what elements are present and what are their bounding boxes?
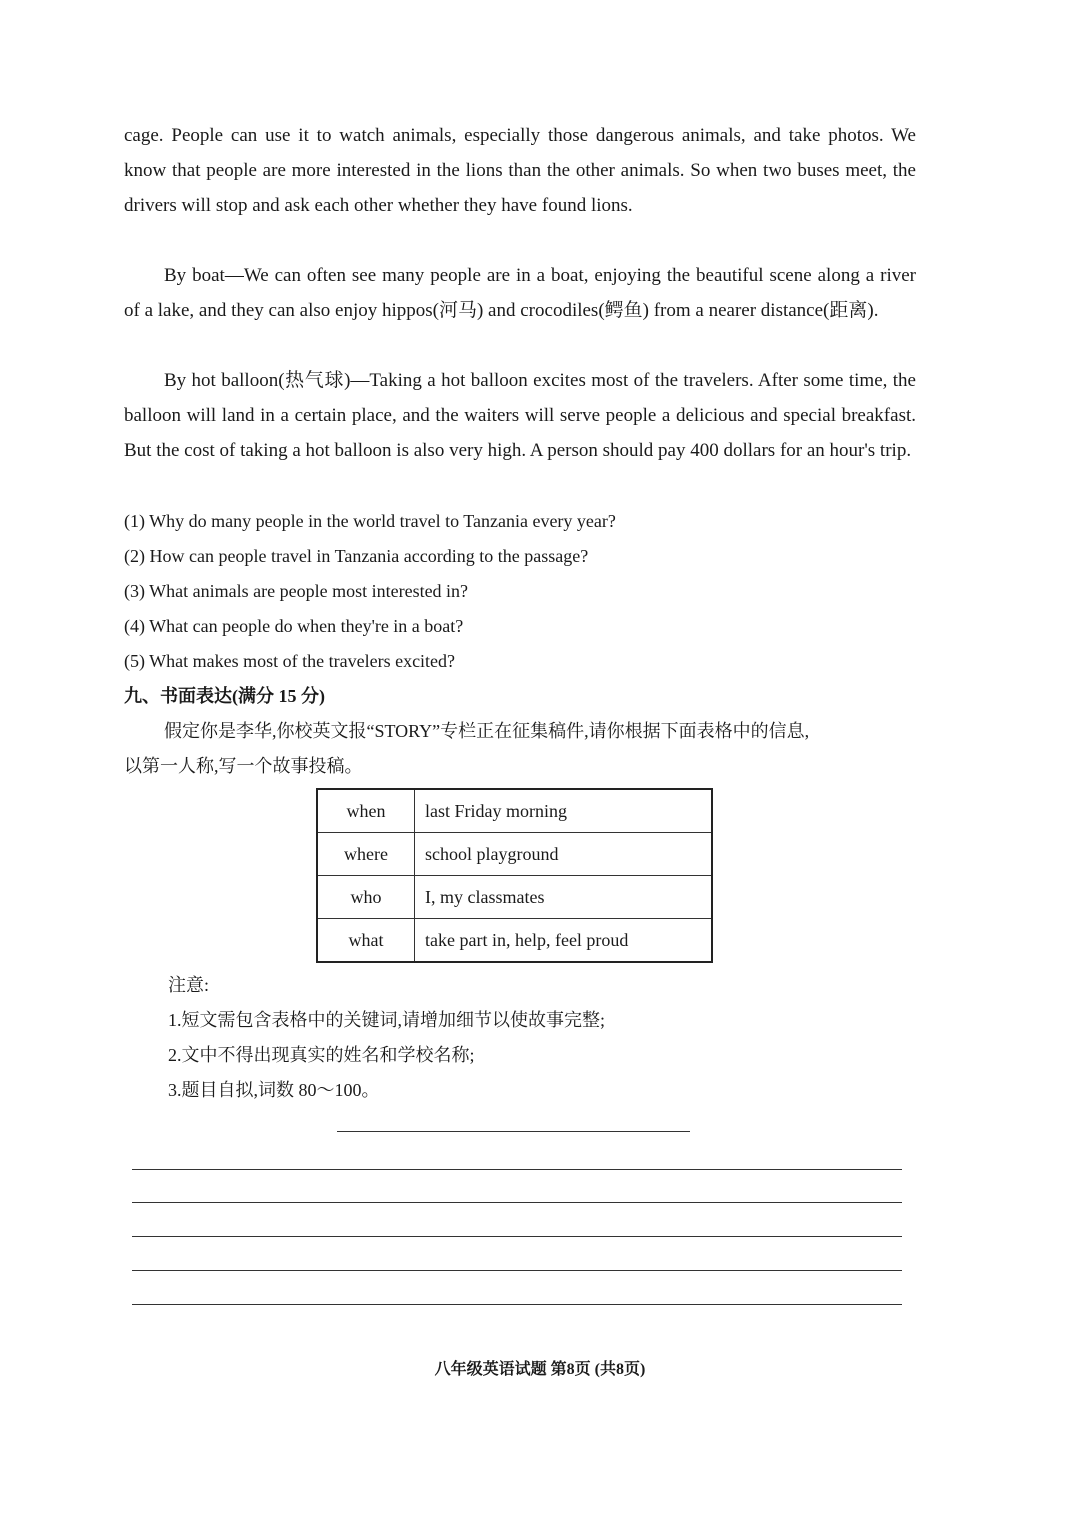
passage-paragraph-2: By boat—We can often see many people are in a boat, enjoying the beautiful scene along a river of a lake, and they can also enjoy hippos(河马) and crocodiles(鳄鱼) from a nearer distance(距离). [124, 265, 916, 321]
note-item-1: 1.短文需包含表格中的关键词,请增加细节以使故事完整; [168, 1010, 605, 1030]
table-value-where: school playground [415, 833, 713, 876]
question-4: (4) What can people do when they're in a boat? [124, 616, 464, 636]
table-key-when: when [317, 789, 415, 833]
answer-line[interactable] [132, 1304, 902, 1305]
table-row [317, 876, 712, 919]
question-2: (2) How can people travel in Tanzania according to the passage? [124, 546, 589, 566]
answer-line[interactable] [132, 1270, 902, 1271]
title-answer-line[interactable] [337, 1131, 690, 1132]
table-key-what: what [317, 919, 415, 963]
answer-line[interactable] [132, 1202, 902, 1203]
question-3: (3) What animals are people most interested in? [124, 581, 469, 601]
answer-line[interactable] [132, 1169, 902, 1170]
passage-paragraph-1: cage. People can use it to watch animals, especially those dangerous animals, and take photos. We know that people are more interested in the lions than the other animals. So when two buses meet, the drivers will stop and ask each other whether they have found lions. [124, 125, 916, 216]
note-item-3: 3.题目自拟,词数 80～100。 [168, 1080, 380, 1100]
table-row [317, 919, 712, 963]
table-value-what: take part in, help, feel proud [415, 919, 713, 963]
note-item-2: 2.文中不得出现真实的姓名和学校名称; [168, 1045, 475, 1065]
section-heading: 九、书面表达(满分 15 分) [124, 686, 325, 706]
table-row [317, 833, 712, 876]
table-key-who: who [317, 876, 415, 919]
table-value-who: I, my classmates [415, 876, 713, 919]
question-5: (5) What makes most of the travelers excited? [124, 651, 456, 671]
writing-prompt-line-1: 假定你是李华,你校英文报“STORY”专栏正在征集稿件,请你根据下面表格中的信息, [164, 721, 810, 741]
writing-prompt-line-2: 以第一人称,写一个故事投稿。 [124, 756, 363, 776]
passage-paragraph-3: By hot balloon(热气球)—Taking a hot balloon excites most of the travelers. After some time, the balloon will land in a certain place, and the waiters will serve people a delicious and special breakfast. But the cost of taking a hot balloon is also very high. A person should pay 400 dollars for an hour's trip. [124, 370, 916, 461]
info-table [316, 788, 713, 963]
table-value-when: last Friday morning [415, 789, 713, 833]
answer-line[interactable] [132, 1236, 902, 1237]
page-footer: 八年级英语试题 第8页 (共8页) [434, 1361, 646, 1378]
table-key-where: where [317, 833, 415, 876]
table-row [317, 789, 712, 833]
notes-title: 注意: [168, 975, 210, 995]
question-1: (1) Why do many people in the world travel to Tanzania every year? [124, 511, 616, 531]
